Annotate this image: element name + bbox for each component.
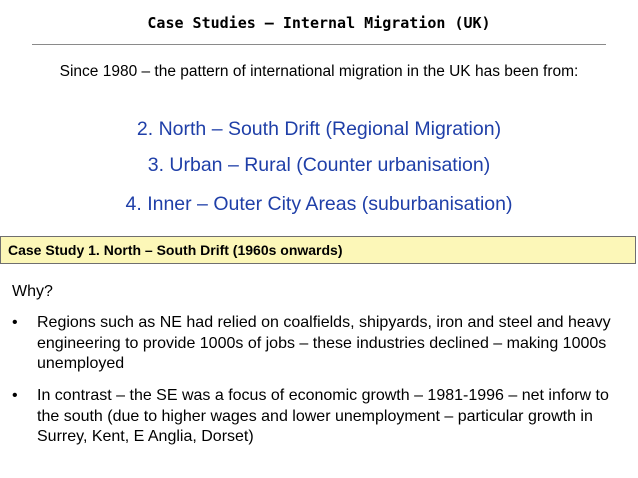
slide-title: Case Studies – Internal Migration (UK): [147, 14, 491, 32]
bullet-text: Regions such as NE had relied on coalfields, shipyards, iron and steel and heavy engineering to provide 1000s of jobs – these industries declined – making 1000s unemployed: [37, 314, 611, 372]
migration-pattern-north-south: 2. North – South Drift (Regional Migration): [136, 118, 502, 140]
bullet-item: [12, 386, 626, 448]
bullet-item: [12, 313, 626, 375]
migration-pattern-inner-outer: 4. Inner – Outer City Areas (suburbanisation): [125, 193, 513, 215]
migration-pattern-urban-rural: 3. Urban – Rural (Counter urbanisation): [147, 154, 491, 176]
bullet-text: In contrast – the SE was a focus of economic growth – 1981-1996 – net inforw to the south (due to higher wages and lower unemployment – particular growth in Surrey, Kent, E Anglia, Dorset): [37, 387, 609, 445]
title-divider: [32, 44, 606, 45]
bullet-dot-icon: •: [12, 387, 18, 404]
bullet-dot-icon: •: [12, 314, 18, 331]
intro-text: Since 1980 – the pattern of international migration in the UK has been from:: [59, 63, 579, 80]
case-study-heading: Case Study 1. North – South Drift (1960s onwards): [0, 236, 636, 264]
why-label: Why?: [12, 283, 53, 300]
